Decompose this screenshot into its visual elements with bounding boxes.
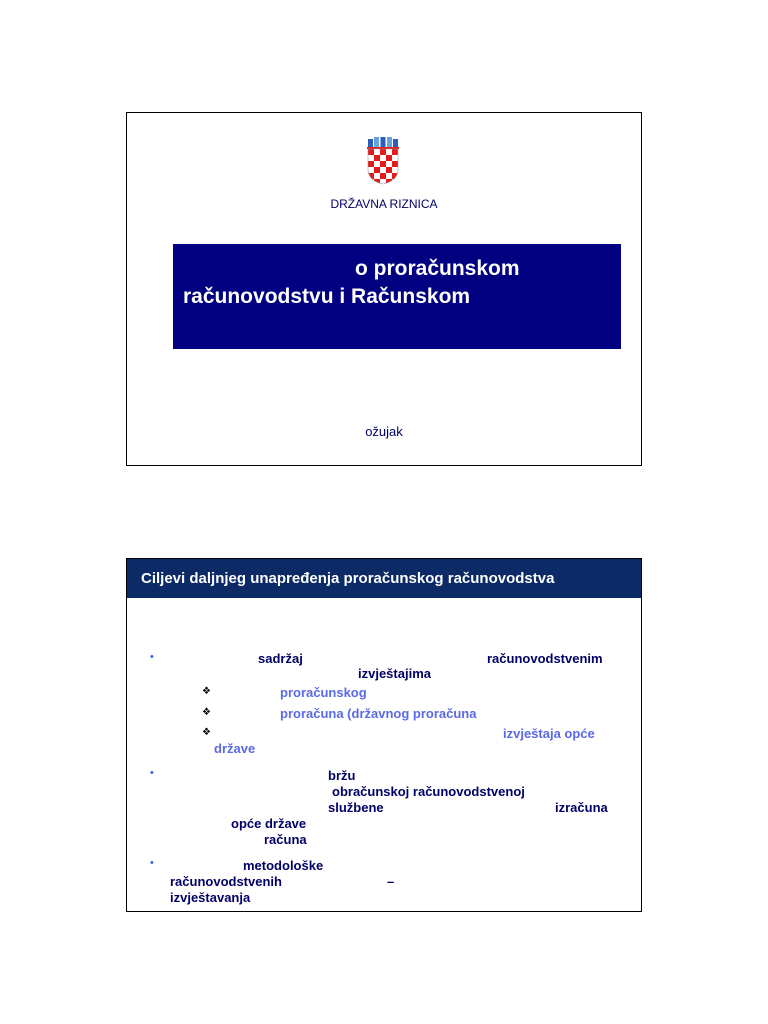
slide-2 (126, 558, 642, 912)
diamond-bullet-icon: ❖ (202, 707, 211, 718)
bullet-2-word-3: službene (328, 800, 384, 815)
bullet-1-word-2: računovodstvenim (487, 651, 603, 666)
sub-item-3b: države (214, 741, 256, 756)
bullet-1-word-1: sadržaj (258, 651, 303, 666)
date-label: ožujak (365, 424, 403, 439)
title-line-2: računovodstvu i Računskom (183, 285, 471, 308)
bullet-2-word-6: računa (264, 832, 307, 847)
bullet-3-word-3: – (387, 874, 395, 889)
bullet-icon: • (150, 767, 154, 779)
sub-item-2: proračuna (državnog proračuna (280, 706, 477, 721)
bullet-3-word-4: izvještavanja (170, 890, 251, 905)
bullet-1-word-3: izvještajima (358, 666, 431, 681)
bullet-2-word-2: obračunskoj računovodstvenoj (332, 784, 525, 799)
slide-header: Ciljevi daljnjeg unapređenja proračunskog računovodstva (127, 559, 641, 598)
slide-1 (126, 112, 642, 466)
title-line-1: o proračunskom (355, 257, 520, 280)
diamond-bullet-icon: ❖ (202, 686, 211, 697)
sub-item-3a: izvještaja opće (503, 726, 595, 741)
croatian-coat-of-arms-icon (366, 137, 400, 185)
bullet-2-word-4: izračuna (555, 800, 608, 815)
bullet-3-word-2: računovodstvenih (170, 874, 282, 889)
title-box (173, 244, 621, 349)
diamond-bullet-icon: ❖ (202, 727, 211, 738)
sub-item-1: proračunskog (280, 685, 367, 700)
bullet-icon: • (150, 857, 154, 869)
agency-name: DRŽAVNA RIZNICA (330, 197, 438, 211)
bullet-2-word-1: bržu (328, 768, 356, 783)
bullet-2-word-5: opće države (231, 816, 307, 831)
bullet-icon: • (150, 651, 154, 663)
bullet-3-word-1: metodološke (243, 858, 324, 873)
